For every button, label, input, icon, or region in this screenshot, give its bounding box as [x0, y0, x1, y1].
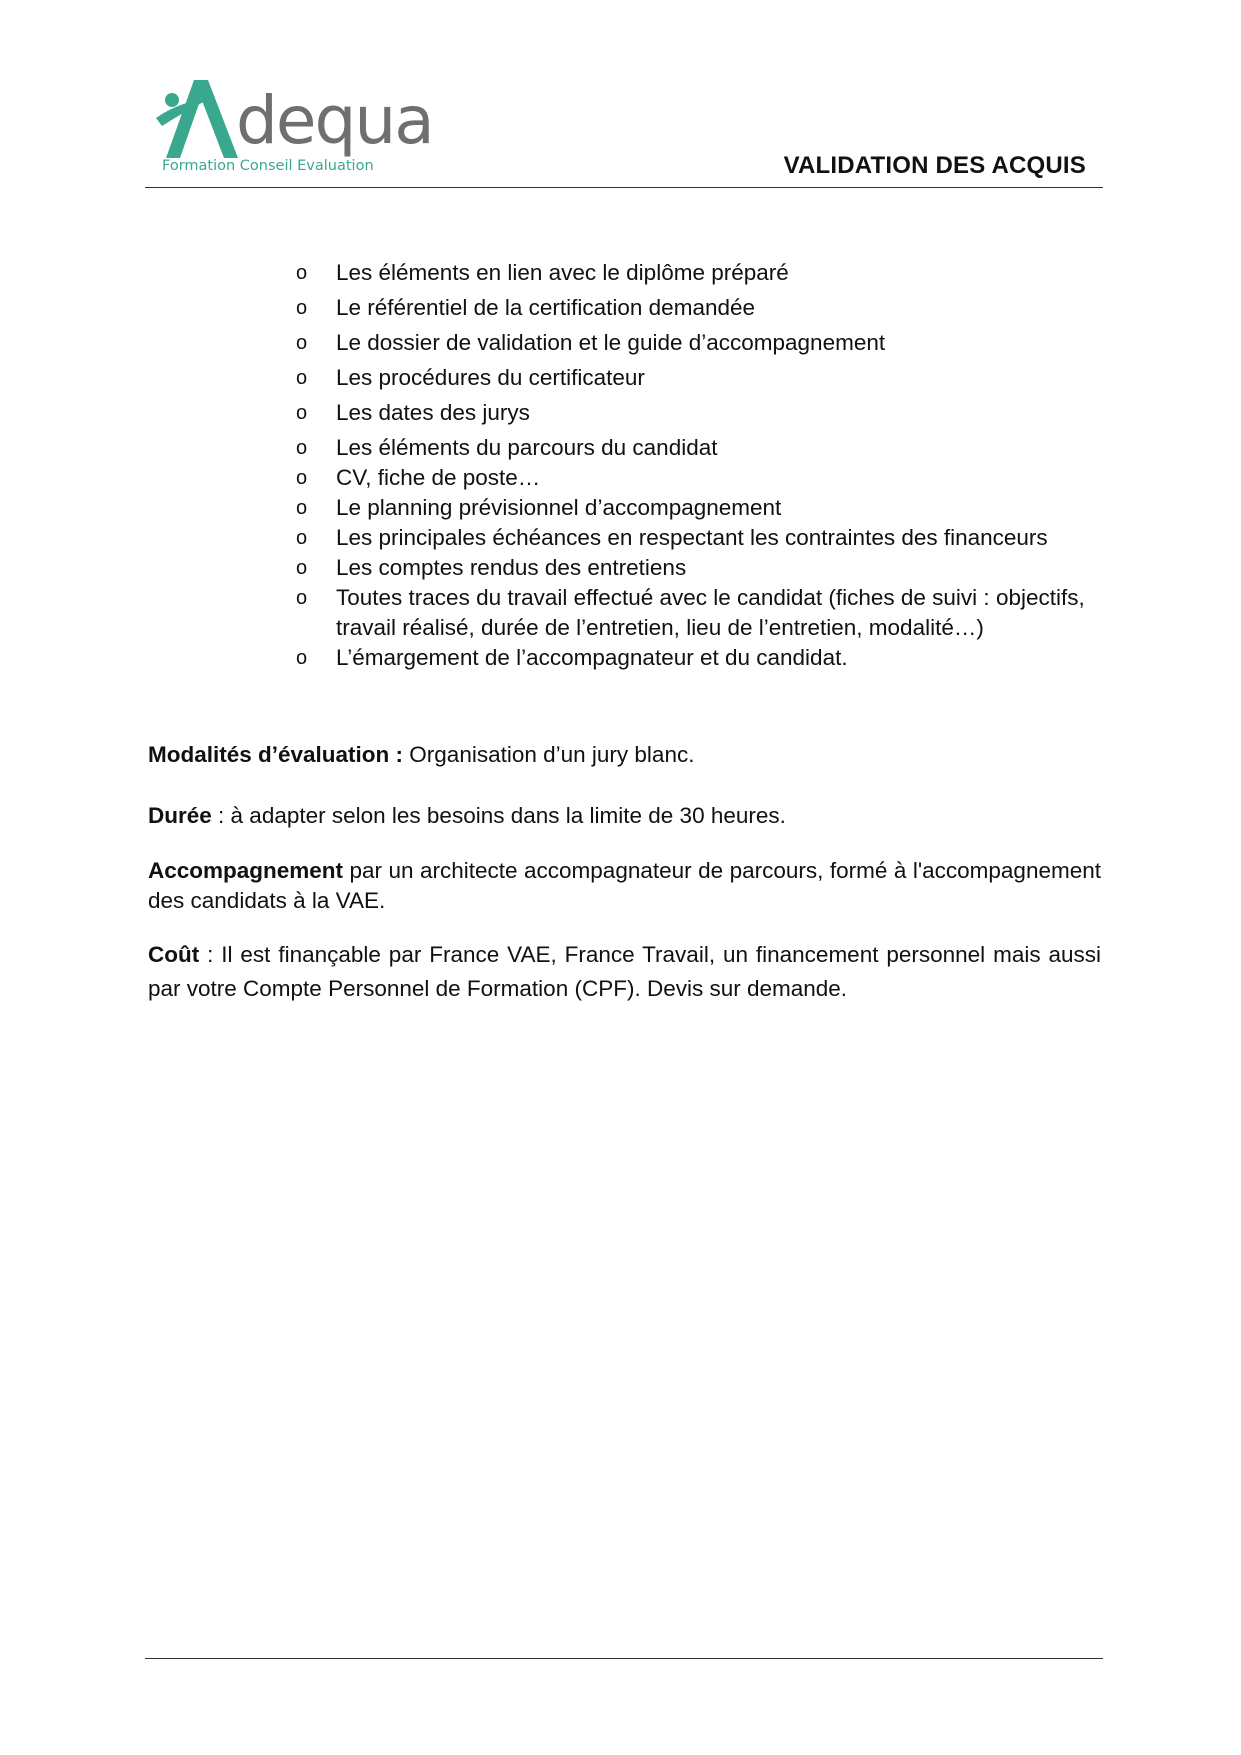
list-item: o Les comptes rendus des entretiens: [296, 553, 1106, 583]
list-item: o Le référentiel de la certification demandée: [296, 293, 1106, 323]
list-item: o Le planning prévisionnel d’accompagnement: [296, 493, 1106, 523]
circle-bullet-icon: o: [296, 497, 308, 519]
list-item: o Les principales échéances en respectant les contraintes des financeurs: [296, 523, 1106, 553]
cout-label: Coût: [148, 942, 200, 967]
circle-bullet-icon: o: [296, 332, 308, 354]
circle-bullet-icon: o: [296, 437, 308, 459]
page-title: VALIDATION DES ACQUIS: [783, 152, 1086, 179]
circle-bullet-icon: o: [296, 527, 308, 549]
evaluation-paragraph: Modalités d’évaluation : Organisation d’un jury blanc.: [148, 742, 695, 767]
header-divider: [145, 187, 1103, 188]
list-item: o Les éléments en lien avec le diplôme préparé: [296, 258, 1106, 288]
circle-bullet-icon: o: [296, 557, 308, 579]
adequa-logo: [154, 74, 433, 176]
documents-list: [296, 258, 1106, 673]
list-item: o CV, fiche de poste…: [296, 463, 1106, 493]
duree-label: Durée: [148, 803, 212, 828]
list-item: o Les dates des jurys: [296, 398, 1106, 428]
circle-bullet-icon: o: [296, 262, 308, 284]
list-item: o Le dossier de validation et le guide d’accompagnement: [296, 328, 1106, 358]
circle-bullet-icon: o: [296, 367, 308, 389]
evaluation-label: Modalités d’évaluation :: [148, 742, 404, 767]
logo-tagline: Formation Conseil Evaluation: [162, 158, 374, 174]
list-item: o Les éléments du parcours du candidat: [296, 433, 1106, 463]
circle-bullet-icon: o: [296, 467, 308, 489]
circle-bullet-icon: o: [296, 647, 308, 669]
circle-bullet-icon: o: [296, 297, 308, 319]
logo-wordmark: dequa: [236, 82, 433, 159]
accompagnement-paragraph: Accompagnement par un architecte accompagnateur de parcours, formé à l'accompagnement des candidats à la VAE.: [148, 858, 1101, 913]
list-item: o Les procédures du certificateur: [296, 363, 1106, 393]
circle-bullet-icon: o: [296, 587, 308, 609]
cout-paragraph: Coût : Il est finançable par France VAE, France Travail, un financement personnel mais aussi par votre Compte Personnel de Formation (CPF). Devis sur demande.: [148, 942, 1101, 1001]
circle-bullet-icon: o: [296, 402, 308, 424]
footer-divider: [145, 1658, 1103, 1659]
accompagnement-label: Accompagnement: [148, 858, 344, 883]
duree-paragraph: Durée : à adapter selon les besoins dans la limite de 30 heures.: [148, 803, 786, 828]
list-item: o L’émargement de l’accompagnateur et du candidat.: [296, 643, 1106, 673]
list-item: o Toutes traces du travail effectué avec le candidat (fiches de suivi : objectifs, travail réalisé, durée de l’entretien, lieu de l’entretien, modalité…): [296, 585, 1085, 640]
